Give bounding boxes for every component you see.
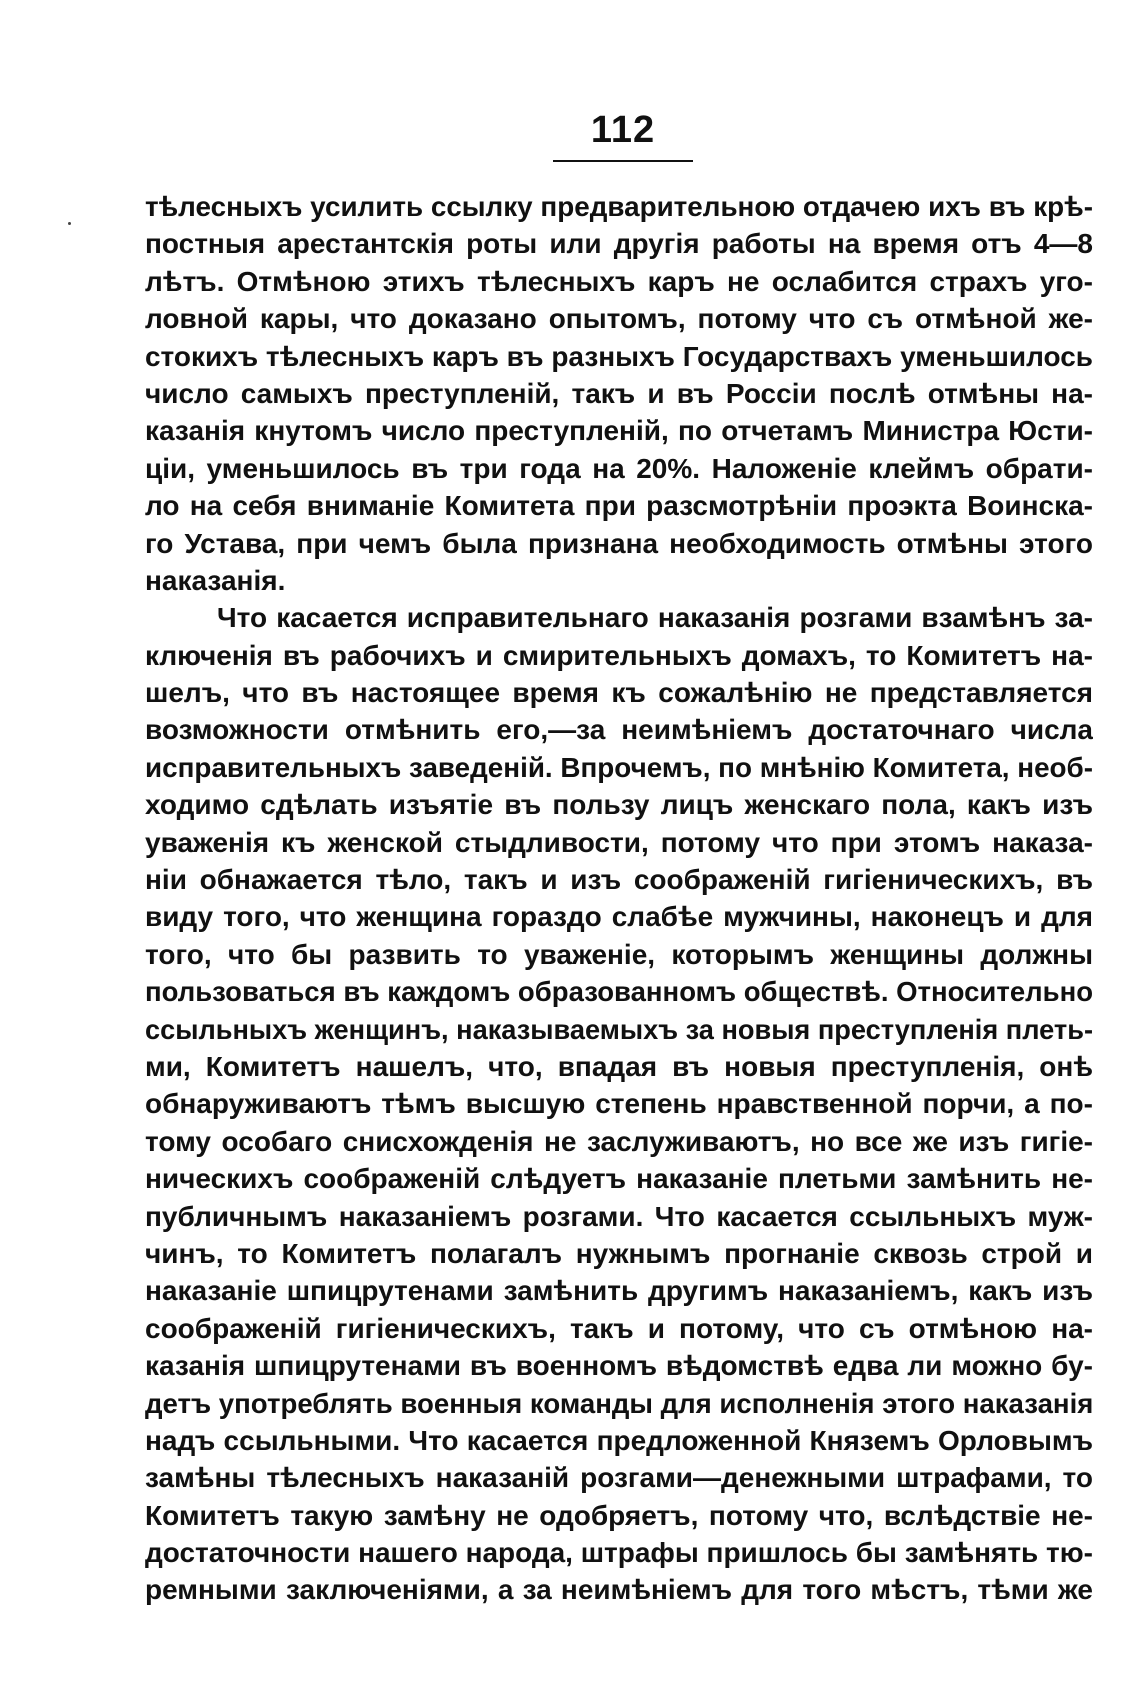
text-line: ническихъ соображеній слѣдуетъ наказаніе плетьми замѣнить не- — [145, 1163, 1093, 1195]
page-number: 112 — [590, 109, 656, 151]
text-line: казанія кнутомъ число преступленій, по отчетамъ Министра Юсти- — [145, 415, 1093, 447]
text-line: достаточности нашего народа, штрафы пришлось бы замѣнять тю- — [145, 1537, 1093, 1569]
text-line: казанія шпицрутенами въ военномъ вѣдомствѣ едва ли можно бу- — [145, 1350, 1093, 1382]
text-line: лѣтъ. Отмѣною этихъ тѣлесныхъ каръ не ослабится страхъ уго- — [145, 265, 1093, 297]
page-number-rule — [553, 160, 693, 162]
text-line: публичнымъ наказаніемъ розгами. Что касается ссыльныхъ муж- — [145, 1200, 1093, 1232]
body-text — [145, 188, 1093, 1609]
text-line: уваженія къ женской стыдливости, потому что при этомъ наказа- — [145, 826, 1093, 858]
text-line: обнаруживаютъ тѣмъ высшую степень нравственной порчи, а по- — [145, 1088, 1093, 1120]
text-line: ходимо сдѣлать изъятіе въ пользу лицъ женскаго пола, какъ изъ — [145, 789, 1093, 821]
text-line: ремными заключеніями, а за неимѣніемъ для того мѣстъ, тѣми же — [145, 1574, 1093, 1606]
text-line: стокихъ тѣлесныхъ каръ въ разныхъ Государствахъ уменьшилось — [145, 340, 1093, 372]
text-line: того, что бы развить то уваженіе, которымъ женщины должны — [145, 938, 1093, 970]
text-line: ло на себя вниманіе Комитета при разсмотрѣніи проэкта Воинска- — [145, 490, 1093, 522]
text-line: ключенія въ рабочихъ и смирительныхъ домахъ, то Комитетъ на- — [145, 639, 1093, 671]
text-line: соображеній гигіеническихъ, такъ и потому, что съ отмѣною на- — [145, 1312, 1093, 1344]
text-line: наказаніе шпицрутенами замѣнить другимъ наказаніемъ, какъ изъ — [145, 1275, 1093, 1307]
paragraph-end-line: наказанія. — [145, 564, 286, 596]
text-line: шелъ, что въ настоящее время къ сожалѣнію не представляется — [145, 677, 1093, 709]
text-line: надъ ссыльными. Что касается предложенной Княземъ Орловымъ — [145, 1424, 1093, 1456]
text-line: тому особаго снисхожденія не заслуживаютъ, но все же изъ гигіе- — [145, 1125, 1093, 1157]
text-line: детъ употреблять военныя команды для исполненія этого наказанія — [145, 1387, 1093, 1419]
text-line: пользоваться въ каждомъ образованномъ обществѣ. Относительно — [145, 976, 1093, 1008]
text-line: возможности отмѣнить его,—за неимѣніемъ достаточнаго числа — [145, 714, 1093, 746]
paper-speck — [68, 222, 71, 225]
text-line: число самыхъ преступленій, такъ и въ Россіи послѣ отмѣны на- — [145, 377, 1093, 409]
text-line: виду того, что женщина гораздо слабѣе мужчины, наконецъ и для — [145, 901, 1093, 933]
text-line: тѣлесныхъ усилить ссылку предварительною отдачею ихъ въ крѣ- — [145, 191, 1093, 222]
text-line: ніи обнажается тѣло, такъ и изъ соображеній гигіеническихъ, въ — [145, 864, 1093, 896]
text-line: ловной кары, что доказано опытомъ, потому что съ отмѣной же- — [145, 303, 1093, 335]
text-line: постныя арестантскія роты или другія работы на время отъ 4—8 — [145, 228, 1093, 260]
text-line: чинъ, то Комитетъ полагалъ нужнымъ прогнаніе сквозь строй и — [145, 1237, 1093, 1269]
text-line: Комитетъ такую замѣну не одобряетъ, потому что, вслѣдствіе не- — [145, 1499, 1093, 1531]
text-line: ссыльныхъ женщинъ, наказываемыхъ за новыя преступленія плеть- — [145, 1013, 1093, 1045]
text-line: ми, Комитетъ нашелъ, что, впадая въ новыя преступленія, онѣ — [145, 1050, 1093, 1082]
paragraph-start-line: Что касается исправительнаго наказанія розгами взамѣнъ за- — [217, 602, 1093, 634]
text-line: ціи, уменьшилось въ три года на 20%. Наложеніе клеймъ обрати- — [145, 452, 1093, 484]
text-line: го Устава, при чемъ была признана необходимость отмѣны этого — [145, 527, 1093, 559]
text-line: замѣны тѣлесныхъ наказаній розгами—денежными штрафами, то — [145, 1462, 1093, 1494]
text-line: исправительныхъ заведеній. Впрочемъ, по мнѣнію Комитета, необ- — [145, 751, 1093, 783]
